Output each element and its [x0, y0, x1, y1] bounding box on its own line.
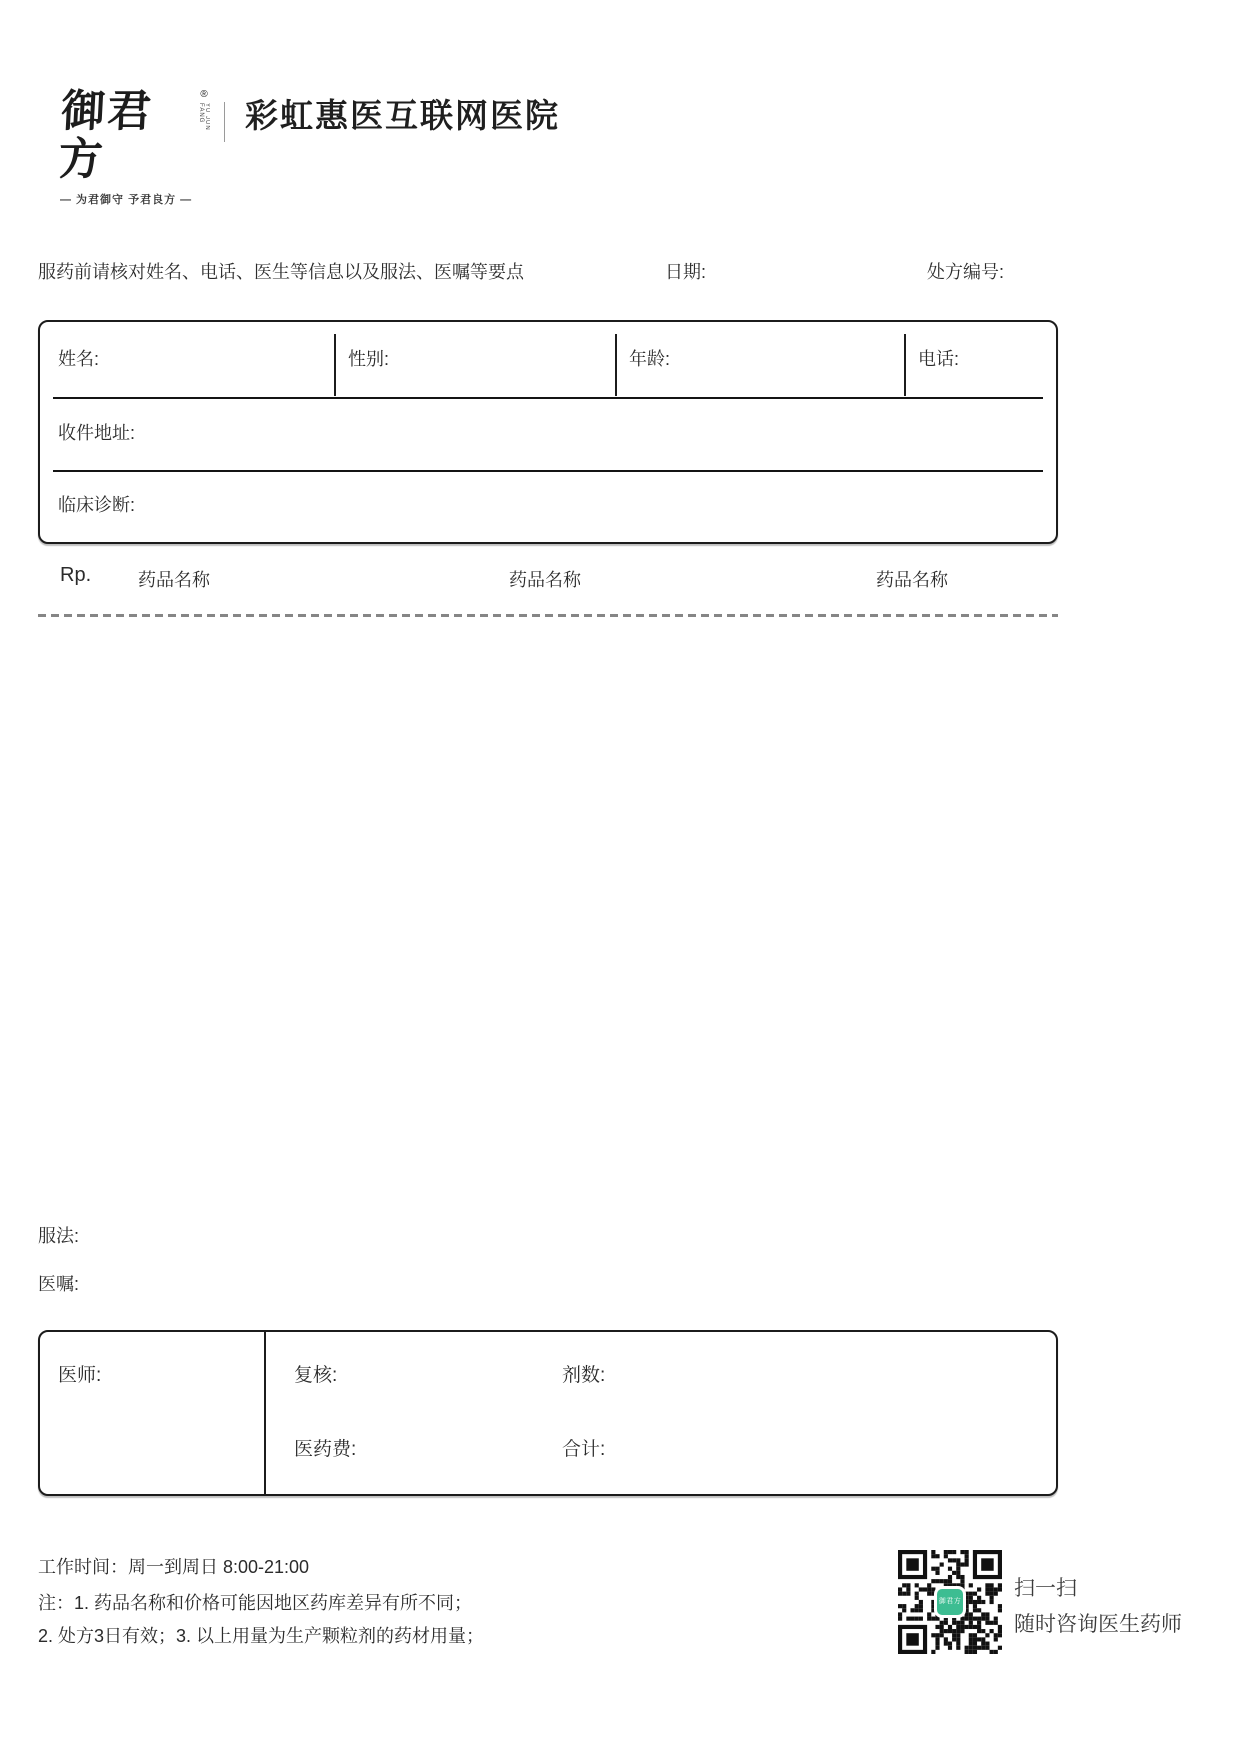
drug-name-column-header: 药品名称 [138, 570, 210, 590]
column-divider [334, 334, 336, 396]
row-divider [53, 470, 1043, 472]
registered-trademark-icon: ® [200, 89, 208, 100]
fee-field-label: 医药费: [294, 1439, 357, 1460]
drug-name-column-header: 药品名称 [509, 570, 581, 590]
address-field-label: 收件地址: [58, 423, 136, 443]
date-label: 日期: [665, 262, 707, 282]
phone-field-label: 电话: [918, 349, 960, 369]
review-field-label: 复核: [294, 1365, 338, 1386]
qr-center-logo-text: 御君方 [938, 1598, 962, 1605]
prescription-header-row [38, 560, 1054, 596]
rp-mark: Rp. [60, 564, 92, 586]
physician-field-label: 医师: [58, 1365, 102, 1386]
advice-field-label: 医嘱: [38, 1274, 80, 1294]
prescription-separator-line [38, 614, 1058, 617]
scan-label: 扫一扫 [1014, 1577, 1077, 1600]
age-field-label: 年龄: [629, 349, 671, 369]
row-divider [53, 397, 1043, 399]
brand-logo-romanized: YU JUN FANG [198, 103, 210, 131]
diagnosis-field-label: 临床诊断: [58, 495, 136, 515]
usage-field-label: 服法: [38, 1226, 80, 1246]
notice-row [38, 258, 1056, 284]
verification-notice: 服药前请核对姓名、电话、医生等信息以及服法、医嘱等要点 [38, 262, 524, 282]
name-field-label: 姓名: [58, 349, 100, 369]
column-divider [904, 334, 906, 396]
brand-tagline: — 为君御守 予君良方 — [60, 193, 193, 206]
gender-field-label: 性别: [348, 349, 390, 369]
qr-code [898, 1550, 1002, 1654]
brand-logo-text: 御君方 [57, 86, 155, 186]
column-divider [264, 1332, 266, 1494]
rx-number-label: 处方编号: [927, 262, 1005, 282]
qr-center-logo [937, 1589, 963, 1615]
note-line-1: 注：1. 药品名称和价格可能因地区药库差异有所不同； [38, 1593, 473, 1613]
scan-hint: 随时咨询医生药师 [1014, 1613, 1182, 1636]
working-hours: 工作时间：周一到周日 8:00-21:00 [38, 1557, 310, 1577]
total-field-label: 合计: [562, 1439, 606, 1460]
patient-info-box [38, 320, 1058, 544]
note-line-2: 2. 处方3日有效；3. 以上用量为生产颗粒剂的药材用量； [38, 1626, 485, 1646]
doses-field-label: 剂数: [562, 1365, 606, 1386]
brand-logo [57, 86, 210, 207]
brand-divider [224, 102, 225, 142]
hospital-name: 彩虹惠医互联网医院 [245, 97, 560, 134]
drug-name-column-header: 药品名称 [876, 570, 948, 590]
brand-header [57, 86, 560, 207]
signoff-box [38, 1330, 1058, 1496]
column-divider [615, 334, 617, 396]
